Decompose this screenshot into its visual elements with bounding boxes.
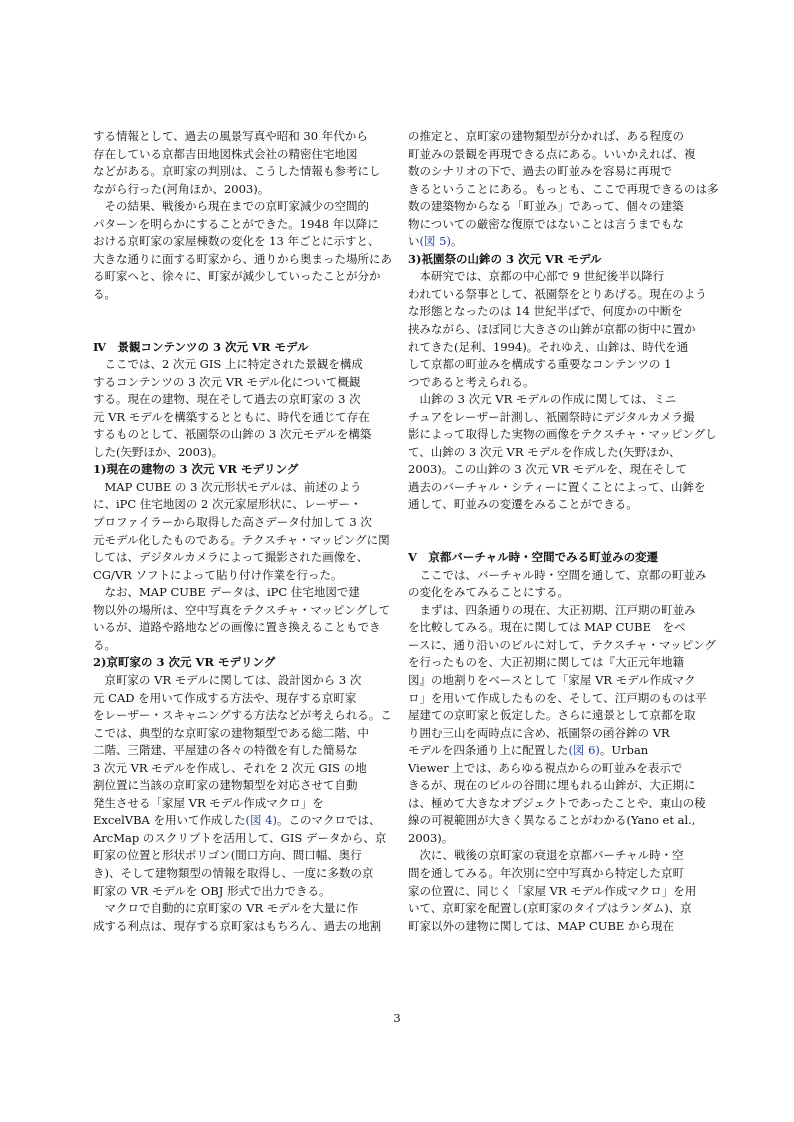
text-line [408, 496, 713, 514]
text-line [408, 760, 713, 778]
line-text: パターンを明らかにすることができた。1948 年以降に [93, 216, 379, 231]
section-heading [93, 461, 398, 479]
line-text: 挟みながら、ほぼ同じ大きさの山鉾が京都の街中に置か [408, 322, 696, 337]
line-text: な形態となったのは 14 世紀半ばで、何度かの中断を [408, 304, 683, 319]
text-line [93, 303, 398, 321]
line-text: いるが、道路や路地などの画像に置き換えることもでき [93, 620, 381, 635]
text-line [93, 602, 398, 620]
text-line [408, 795, 713, 813]
text-line [408, 637, 716, 655]
line-text: て、山鉾の 3 次元 VR モデルを作成した(矢野ほか、 [408, 444, 681, 459]
line-text: 大きな通りに面する町家から、通りから奥まった場所にあ [93, 251, 392, 266]
text-line [93, 830, 398, 848]
line-text: 成する利点は、現存する京町家はもちろん、過去の地割 [93, 918, 382, 933]
line-text: 家の位置に、同じく「家屋 VR モデル作成マクロ」を用 [408, 883, 697, 898]
line-text: ながら行った(河角ほか、2003)。 [93, 181, 270, 196]
line-text: 数の建築物からなる「町並み」であって、個々の建築 [408, 199, 684, 214]
line-text-after: 。Urban [599, 743, 649, 758]
text-line [408, 830, 713, 848]
line-text: 1)現在の建物の 3 次元 VR モデリング [93, 462, 299, 477]
text-line [93, 777, 398, 795]
text-line [408, 128, 713, 146]
line-text: なお、MAP CUBE データは、iPC 住宅地図で建 [93, 585, 360, 600]
text-line [93, 233, 398, 251]
line-text: 元モデル化したものである。テクスチャ・マッピングに関 [93, 532, 390, 547]
line-text: に、iPC 住宅地図の 2 次元家屋形状に、レーザー・ [93, 497, 362, 512]
line-text: をレーザー・スキャニングする方法などが考えられる。こ [93, 708, 392, 723]
text-line [408, 444, 713, 462]
text-line [93, 374, 398, 392]
line-text: まずは、四条通りの現在、大正初期、江戸期の町並み [408, 602, 696, 617]
text-line [93, 268, 398, 286]
text-line [408, 654, 713, 672]
text-line [93, 532, 398, 550]
line-text: する。現在の建物、現在そして過去の京町家の 3 次 [93, 392, 361, 407]
line-text: る。 [93, 637, 116, 652]
line-text: 3 次元 VR モデルを作成し、それを 2 次元 GIS の地 [93, 760, 367, 775]
text-line [93, 637, 398, 655]
text-line [408, 303, 713, 321]
text-line [93, 900, 398, 918]
text-line [93, 251, 398, 269]
text-line [93, 619, 398, 637]
line-text: を比較してみる。現在に関しては MAP CUBE をベ [408, 620, 686, 635]
line-text: その結果、戦後から現在までの京町家減少の空間的 [93, 199, 369, 214]
text-line [93, 567, 398, 585]
text-line [93, 584, 398, 602]
section-heading [408, 549, 713, 567]
line-text: チュアをレーザー計測し、祇園祭時にデジタルカメラ撮 [408, 409, 695, 424]
line-text: モデルを四条通り上に配置した [408, 743, 569, 758]
figure-reference: (図 6) [568, 743, 600, 758]
line-text: れてきた(足利、1994)。それゆえ、山鉾は、時代を通 [408, 339, 689, 354]
line-text: 存在している京都吉田地図株式会社の精密住宅地図 [93, 146, 358, 161]
line-text: きるが、現在のビルの谷間に埋もれる山鉾が、大正期に [408, 778, 696, 793]
line-text: 影によって取得した実物の画像をテクスチャ・マッピングし [408, 427, 717, 442]
line-text: 割位置に当該の京町家の建物類型を対応させて自動 [93, 778, 358, 793]
line-text: する情報として、過去の風景写真や昭和 30 年代から [93, 129, 368, 143]
right-column [408, 128, 719, 935]
text-line [93, 549, 398, 567]
line-text: 物以外の場所は、空中写真をテクスチャ・マッピングして [93, 602, 391, 617]
text-line [93, 672, 398, 690]
text-line [93, 198, 398, 216]
text-line [408, 321, 713, 339]
text-line [93, 514, 398, 532]
text-line [93, 847, 398, 865]
section-heading [93, 339, 398, 357]
text-line [93, 444, 398, 462]
line-text: 数のシナリオの下で、過去の町並みを容易に再現で [408, 164, 673, 179]
line-text: 屋建ての京町家と仮定した。さらに遠景として京都を取 [408, 708, 696, 723]
text-line [93, 163, 398, 181]
text-line [408, 374, 713, 392]
line-text: 山鉾の 3 次元 VR モデルの作成に関しては、ミニ [408, 392, 677, 407]
line-text: マクロで自動的に京町家の VR モデルを大量に作 [93, 901, 359, 916]
line-text-after: 。 [450, 234, 463, 249]
line-text: 2003)。この山鉾の 3 次元 VR モデルを、現在そして [408, 462, 688, 477]
text-line [93, 707, 398, 725]
line-text: 2)京町家の 3 次元 VR モデリング [93, 655, 276, 670]
line-text: Viewer 上では、あらゆる視点からの町並みを表示で [408, 760, 683, 775]
text-line [93, 883, 398, 901]
left-column [93, 128, 398, 935]
line-text: きるということにある。もっとも、ここで再現できるのは多 [408, 181, 719, 196]
text-line [93, 409, 398, 427]
text-line [408, 725, 713, 743]
line-text: いて、京町家を配置し(京町家のタイプはランダム)、京 [408, 901, 692, 916]
text-line [408, 426, 717, 444]
line-text: 図』の地割りをベースとして「家屋 VR モデル作成マク [408, 672, 696, 687]
page-number: 3 [393, 1011, 401, 1025]
figure-reference: (図 4) [245, 813, 277, 828]
text-line [408, 918, 713, 936]
text-line [93, 321, 398, 339]
section-heading [93, 654, 398, 672]
text-line [408, 567, 713, 585]
line-text: り囲む三山を両時点に含め、祇園祭の函谷鉾の VR [408, 725, 670, 740]
text-line [408, 619, 713, 637]
text-line [93, 146, 398, 164]
line-text: ExcelVBA を用いて作成した [93, 813, 246, 828]
line-text: 線の可視範囲が大きく異なることがわかる(Yano et al., [408, 813, 696, 828]
text-line [408, 216, 713, 234]
line-text: するコンテンツの 3 次元 VR モデル化について概観 [93, 374, 361, 389]
line-text: われている祭事として、祇園祭をとりあげる。現在のよう [408, 286, 707, 301]
text-line [93, 496, 398, 514]
text-line [93, 742, 398, 760]
line-text: Ⅳ 景観コンテンツの 3 次元 VR モデル [93, 339, 309, 354]
line-text: を行ったものを、大正初期に関しては『大正元年地籍 [408, 655, 684, 670]
text-line [408, 883, 713, 901]
text-line [93, 865, 398, 883]
text-line [93, 356, 398, 374]
text-line [408, 356, 713, 374]
line-text: 過去のバーチャル・シティーに置くことによって、山鉾を [408, 479, 706, 494]
text-line [408, 602, 713, 620]
text-line [408, 163, 713, 181]
text-line [408, 707, 713, 725]
section-heading [408, 251, 713, 269]
line-text: き)、そして建物類型の情報を取得し、一度に多数の京 [93, 865, 374, 880]
line-text: は、極めて大きなオブジェクトであったことや、東山の稜 [408, 795, 706, 810]
text-line [93, 812, 398, 830]
text-line [408, 865, 713, 883]
text-line [408, 690, 713, 708]
text-line [408, 777, 713, 795]
line-text: い [408, 234, 420, 249]
figure-reference: (図 5) [419, 234, 451, 249]
line-text: 本研究では、京都の中心部で 9 世紀後半以降行 [408, 269, 665, 284]
text-line [93, 286, 398, 304]
text-line [408, 409, 713, 427]
line-text: ここでは、バーチャル時・空間を通して、京都の町並み [408, 567, 707, 582]
text-line [408, 812, 713, 830]
text-line [408, 146, 713, 164]
text-line [93, 181, 398, 199]
line-text: 3)祇園祭の山鉾の 3 次元 VR モデル [408, 251, 602, 266]
text-line [408, 339, 713, 357]
line-text: 町家以外の建物に関しては、MAP CUBE から現在 [408, 918, 674, 933]
line-text: 発生させる「家屋 VR モデル作成マクロ」を [93, 795, 324, 810]
line-text: しては、デジタルカメラによって撮影された画像を、 [93, 550, 369, 565]
line-text: 次に、戦後の京町家の衰退を京都バーチャル時・空 [408, 848, 684, 863]
line-text: 2003)。 [408, 830, 454, 845]
text-line [93, 128, 398, 146]
line-text: ロ」を用いて作成したものを、そして、江戸期のものは平 [408, 690, 707, 705]
text-line [408, 198, 713, 216]
text-line [93, 760, 398, 778]
text-line [93, 391, 398, 409]
line-text: 間を通してみる。年次別に空中写真から特定した京町 [408, 865, 684, 880]
text-line [93, 479, 398, 497]
line-text: 通して、町並みの変遷をみることができる。 [408, 497, 638, 512]
line-text: プロファイラーから取得した高さデータ付加して 3 次 [93, 515, 372, 530]
text-line [408, 286, 713, 304]
line-text: る。 [93, 286, 116, 301]
text-line [408, 479, 713, 497]
text-line [408, 233, 713, 251]
text-line [408, 181, 719, 199]
text-line [93, 690, 398, 708]
line-text: の推定と、京町家の建物類型が分かれば、ある程度の [408, 129, 684, 143]
line-text: Ⅴ 京都バーチャル時・空間でみる町並みの変遷 [408, 550, 659, 565]
line-text: した(矢野ほか、2003)。 [93, 444, 224, 459]
line-text: 町家の位置と形状ポリゴン(間口方向、間口幅、奥行 [93, 848, 362, 863]
text-line [93, 426, 398, 444]
text-line [408, 742, 713, 760]
line-text: る町家へと、徐々に、町家が減少していったことが分か [93, 269, 381, 284]
text-line [93, 725, 398, 743]
line-text: 二階、三階建、平屋建の各々の特徴を有した簡易な [93, 743, 358, 758]
line-text: MAP CUBE の 3 次元形状モデルは、前述のよう [93, 479, 362, 494]
text-line [408, 847, 713, 865]
text-line [93, 918, 398, 936]
text-line [408, 268, 713, 286]
line-text: 京町家の VR モデルに関しては、設計図から 3 次 [93, 672, 362, 687]
line-text: などがある。京町家の判別は、こうした情報も参考にし [93, 164, 381, 179]
line-text: して京都の町並みを構成する重要なコンテンツの 1 [408, 357, 672, 372]
line-text: 元 VR モデルを構築するとともに、時代を通じて存在 [93, 409, 370, 424]
line-text-after: 。このマクロでは、 [276, 813, 381, 828]
text-line [408, 584, 713, 602]
line-text: の変化をみてみることにする。 [408, 585, 569, 600]
text-line [408, 900, 713, 918]
text-line [93, 216, 398, 234]
line-text: こでは、典型的な京町家の建物類型である総二階、中 [93, 725, 369, 740]
line-text: つであると考えられる。 [408, 374, 535, 389]
text-line [408, 672, 713, 690]
text-line [408, 532, 713, 550]
line-text: 町家の VR モデルを OBJ 形式で出力できる。 [93, 883, 331, 898]
line-text: ここでは、2 次元 GIS 上に特定された景観を構成 [93, 357, 363, 372]
text-line [408, 461, 713, 479]
line-text: おける京町家の家屋棟数の変化を 13 年ごとに示すと、 [93, 234, 380, 249]
line-text: ArcMap のスクリプトを活用して、GIS データから、京 [93, 830, 387, 845]
text-line [93, 795, 398, 813]
line-text: 物についての厳密な復原ではないことは言うまでもな [408, 216, 684, 231]
line-text: するものとして、祇園祭の山鉾の 3 次元モデルを構築 [93, 427, 372, 442]
line-text: CG/VR ソフトによって貼り付け作業を行った。 [93, 567, 343, 582]
text-line [408, 514, 713, 532]
line-text: 町並みの景観を再現できる点にある。いいかえれば、複 [408, 146, 696, 161]
line-text: ースに、通り沿いのビルに対して、テクスチャ・マッピング [408, 637, 716, 652]
text-line [408, 391, 713, 409]
line-text: 元 CAD を用いて作成する方法や、現存する京町家 [93, 690, 357, 705]
